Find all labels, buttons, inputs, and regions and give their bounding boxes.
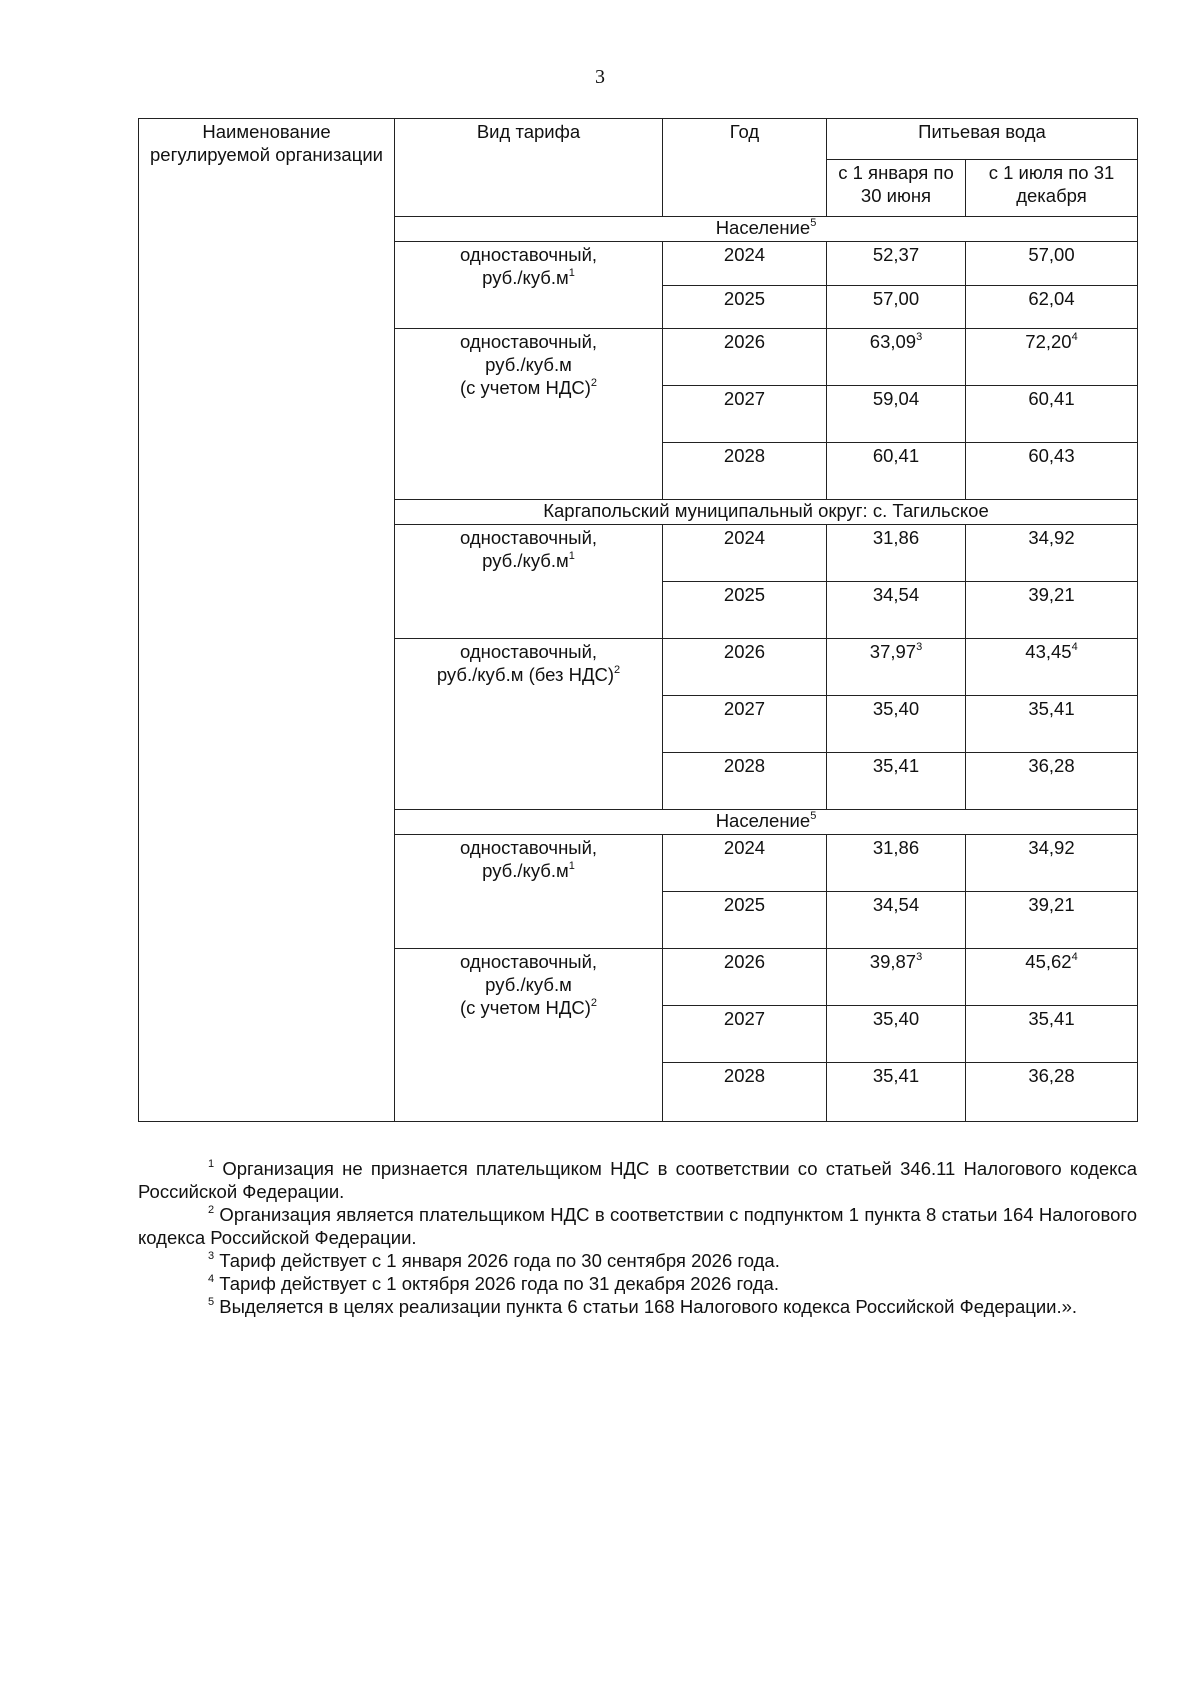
period2-cell: [966, 892, 1138, 949]
period2-cell-value: 35,41: [1028, 698, 1075, 719]
period1-cell: [827, 1006, 966, 1063]
tariff-type-line: (с учетом НДС): [459, 377, 591, 398]
year-cell: 2026: [663, 639, 827, 696]
footnote-ref: 3: [916, 331, 923, 343]
year-cell: 2024: [663, 525, 827, 582]
period1-cell: [827, 696, 966, 753]
period1-cell-value: 35,41: [872, 755, 920, 776]
period1-cell: [827, 242, 966, 286]
period1-cell-value: 34,54: [872, 584, 920, 605]
year-cell: 2024: [663, 835, 827, 892]
period1-cell: [827, 329, 966, 386]
footnote-ref: 1: [568, 550, 575, 562]
period1-cell: [827, 443, 966, 500]
year-cell: 2028: [663, 1063, 827, 1122]
footnote-ref: 2: [614, 664, 621, 676]
period1-cell-value: 57,00: [872, 288, 920, 309]
period2-cell: [966, 835, 1138, 892]
footnotes: [138, 1157, 1137, 1318]
footnote: [138, 1203, 1137, 1249]
period2-cell-value: 36,28: [1028, 755, 1075, 776]
period2-cell-value: 62,04: [1028, 288, 1075, 309]
period2-cell: [966, 753, 1138, 810]
period1-cell-value: 35,40: [872, 698, 920, 719]
period1-cell: [827, 1063, 966, 1122]
period1-cell: [827, 386, 966, 443]
period2-cell: [966, 286, 1138, 329]
year-cell: 2025: [663, 582, 827, 639]
section-title-text: Население: [715, 810, 811, 831]
period2-cell-value: 45,62: [1025, 951, 1072, 972]
period1-cell-value: 34,54: [872, 894, 920, 915]
tariff-table-body: [139, 119, 1138, 1122]
period2-cell: [966, 639, 1138, 696]
period2-cell: [966, 1006, 1138, 1063]
tariff-type-line: руб./куб.м (без НДС): [436, 664, 615, 685]
tariff-type-header: Вид тарифа: [395, 119, 663, 217]
footnote: [138, 1249, 1137, 1272]
tariff-type-cell: [395, 639, 663, 810]
footnote-text: Организация является плательщиком НДС в соответствии с подпунктом 1 пункта 8 статьи 164 Налогового кодекса Российской Федерации.: [138, 1204, 1137, 1248]
year-cell: 2027: [663, 1006, 827, 1063]
period2-cell: [966, 1063, 1138, 1122]
section-title: [395, 500, 1138, 525]
tariff-type-line: одноставочный,: [459, 527, 598, 548]
period2-cell: [966, 949, 1138, 1006]
tariff-type-line: руб./куб.м: [485, 974, 572, 995]
footnote-ref: 2: [590, 377, 598, 389]
period1-cell-value: 31,86: [872, 837, 920, 858]
year-cell: 2026: [663, 329, 827, 386]
tariff-table: [138, 118, 1138, 1122]
tariff-type-line: одноставочный,: [459, 331, 598, 352]
footnote-text: Выделяется в целях реализации пункта 6 статьи 168 Налогового кодекса Российской Федерации.».: [214, 1296, 1078, 1317]
footnote-ref: 4: [1071, 951, 1078, 963]
footnote-ref: 5: [810, 217, 817, 229]
period2-cell: [966, 525, 1138, 582]
period2-cell: [966, 386, 1138, 443]
period1-cell-value: 63,09: [869, 331, 917, 352]
period2-cell-value: 60,43: [1028, 445, 1075, 466]
tariff-type-line: руб./куб.м: [485, 354, 572, 375]
tariff-type-line: руб./куб.м: [482, 267, 569, 288]
year-cell: 2025: [663, 286, 827, 329]
period1-cell: [827, 892, 966, 949]
footnote: [138, 1157, 1137, 1203]
year-cell: 2028: [663, 443, 827, 500]
footnote-ref: 5: [810, 810, 817, 822]
period1-cell: [827, 525, 966, 582]
footnote-number: 5: [208, 1296, 215, 1308]
period2-cell-value: 34,92: [1028, 527, 1075, 548]
year-cell: 2027: [663, 386, 827, 443]
period1-cell: [827, 582, 966, 639]
period1-cell-value: 52,37: [872, 244, 920, 265]
period1-cell: [827, 835, 966, 892]
year-cell: 2027: [663, 696, 827, 753]
footnote-ref: 4: [1071, 641, 1078, 653]
period2-header: с 1 июля по 31 декабря: [966, 160, 1138, 217]
period1-header: с 1 января по 30 июня: [827, 160, 966, 217]
footnote-ref: 1: [568, 267, 575, 279]
period2-cell-value: 60,41: [1028, 388, 1075, 409]
period2-cell: [966, 443, 1138, 500]
period2-cell-value: 34,92: [1028, 837, 1075, 858]
period1-cell-value: 37,97: [869, 641, 917, 662]
period2-cell: [966, 329, 1138, 386]
period1-cell-value: 31,86: [872, 527, 920, 548]
header-row: [139, 119, 1138, 160]
footnote-number: 3: [208, 1250, 215, 1262]
tariff-type-line: одноставочный,: [459, 244, 598, 265]
period2-cell-value: 43,45: [1025, 641, 1072, 662]
period2-cell: [966, 242, 1138, 286]
period2-cell-value: 57,00: [1028, 244, 1075, 265]
tariff-type-cell: [395, 329, 663, 500]
tariff-type-line: руб./куб.м: [482, 860, 569, 881]
period1-cell-value: 59,04: [872, 388, 920, 409]
tariff-type-line: (с учетом НДС): [459, 997, 591, 1018]
section-title: [395, 217, 1138, 242]
footnote-text: Тариф действует с 1 января 2026 года по 30 сентября 2026 года.: [214, 1250, 780, 1271]
period1-cell: [827, 639, 966, 696]
tariff-type-cell: [395, 525, 663, 639]
period1-cell: [827, 286, 966, 329]
period1-cell: [827, 753, 966, 810]
period1-cell-value: 60,41: [872, 445, 920, 466]
footnote-ref: 3: [916, 951, 923, 963]
footnote-number: 2: [208, 1204, 215, 1216]
period2-cell-value: 35,41: [1028, 1008, 1075, 1029]
page-number: 3: [595, 66, 605, 88]
period1-cell: [827, 949, 966, 1006]
period1-cell-value: 39,87: [869, 951, 917, 972]
tariff-type-cell: [395, 949, 663, 1122]
period2-cell-value: 39,21: [1028, 894, 1075, 915]
section-title-text: Каргапольский муниципальный округ: с. Тагильское: [543, 500, 989, 521]
tariff-type-line: одноставочный,: [459, 837, 598, 858]
period2-cell: [966, 582, 1138, 639]
footnote-text: Организация не признается плательщиком НДС в соответствии со статьей 346.11 Налогового кодекса Российской Федерации.: [138, 1158, 1137, 1202]
section-title-text: Население: [715, 217, 811, 238]
period2-cell-value: 72,20: [1025, 331, 1072, 352]
period2-cell: [966, 696, 1138, 753]
tariff-type-line: одноставочный,: [459, 641, 598, 662]
period1-cell-value: 35,41: [872, 1065, 920, 1086]
tariff-type-cell: [395, 835, 663, 949]
year-cell: 2024: [663, 242, 827, 286]
footnote-ref: 3: [916, 641, 923, 653]
year-cell: 2025: [663, 892, 827, 949]
drinking-water-header: Питьевая вода: [827, 119, 1138, 160]
org-name-header: Наименование регулируемой организации: [139, 119, 395, 1122]
year-cell: 2028: [663, 753, 827, 810]
year-cell: 2026: [663, 949, 827, 1006]
footnote-ref: 4: [1071, 331, 1078, 343]
section-title: [395, 810, 1138, 835]
footnote: [138, 1295, 1137, 1318]
tariff-type-cell: [395, 242, 663, 329]
footnote-ref: 2: [590, 997, 598, 1009]
period1-cell-value: 35,40: [872, 1008, 920, 1029]
footnote-number: 1: [208, 1158, 215, 1170]
footnote-number: 4: [208, 1273, 215, 1285]
footnote-ref: 1: [568, 860, 575, 872]
footnote: [138, 1272, 1137, 1295]
period2-cell-value: 39,21: [1028, 584, 1075, 605]
period2-cell-value: 36,28: [1028, 1065, 1075, 1086]
tariff-type-line: руб./куб.м: [482, 550, 569, 571]
year-header: Год: [663, 119, 827, 217]
tariff-type-line: одноставочный,: [459, 951, 598, 972]
footnote-text: Тариф действует с 1 октября 2026 года по 31 декабря 2026 года.: [214, 1273, 779, 1294]
